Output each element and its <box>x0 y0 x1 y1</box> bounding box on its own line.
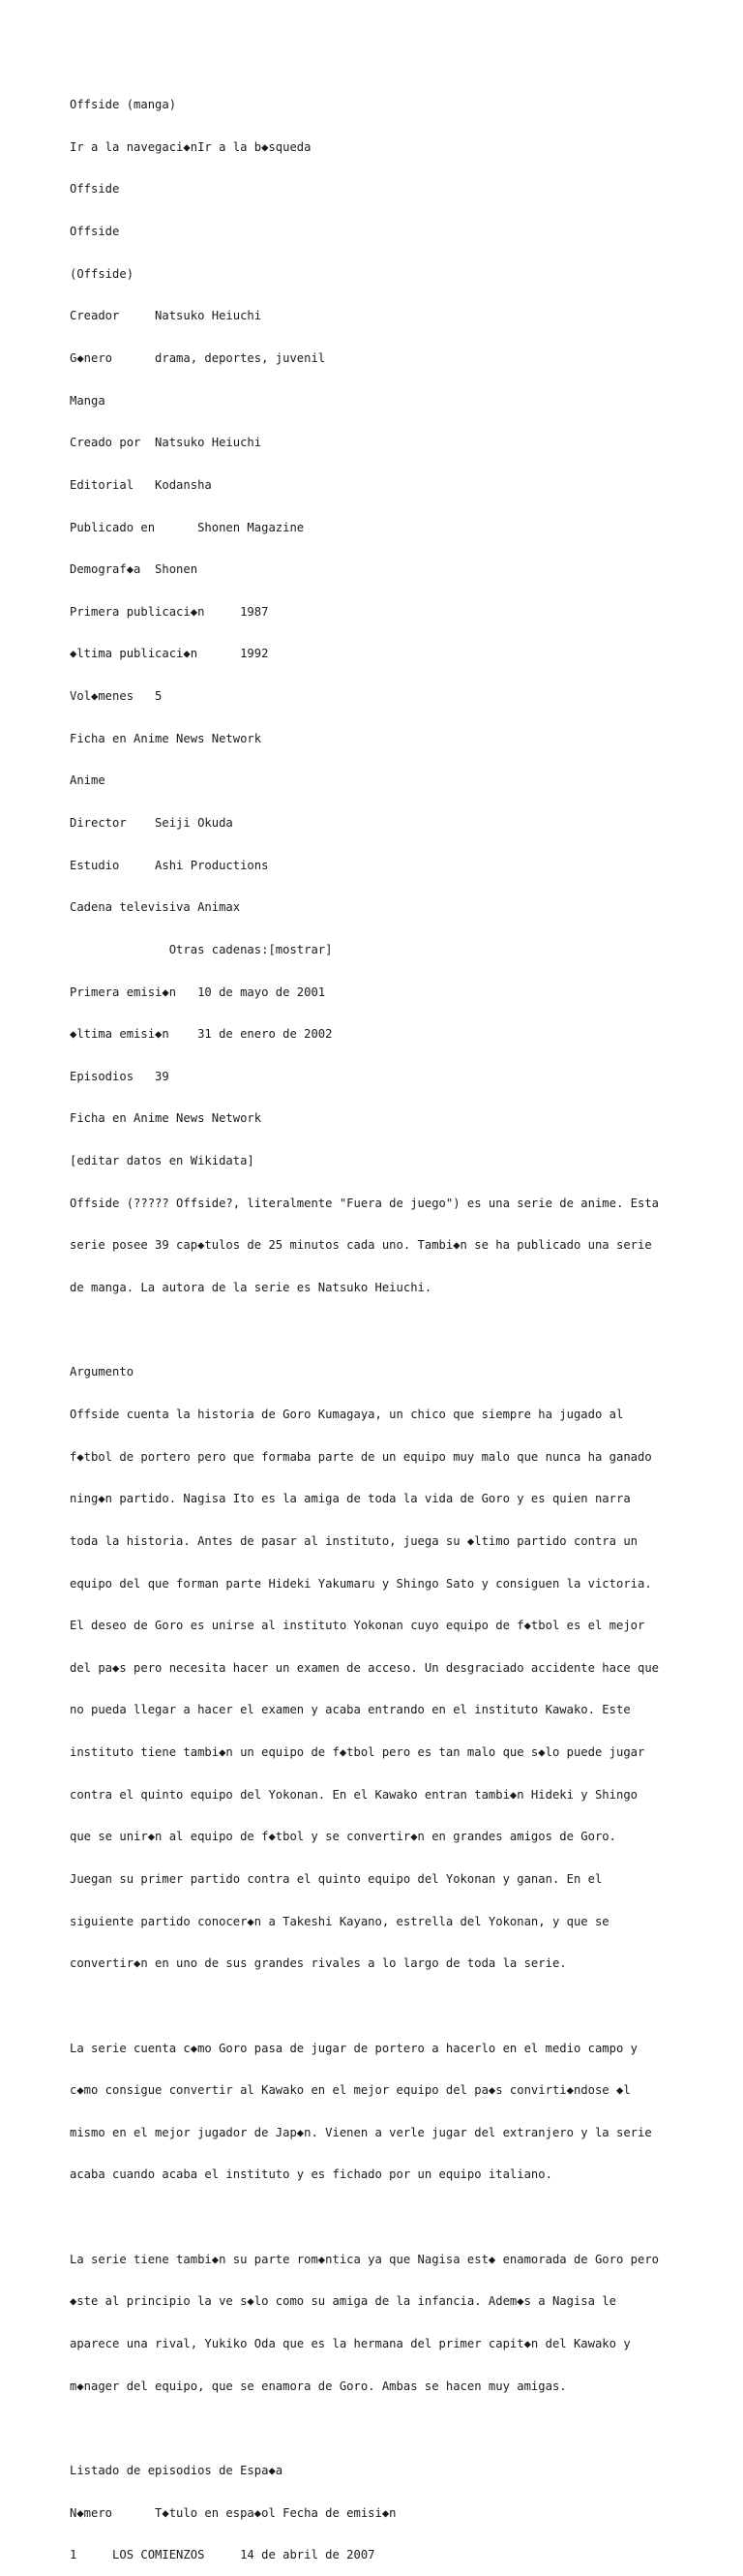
blank-line <box>70 2421 689 2436</box>
plot-paragraph-line: instituto tiene tambi◆n un equipo de f◆tbol pero es tan malo que s◆lo puede jugar <box>70 1745 645 1760</box>
infobox-section-manga: Manga <box>70 393 105 408</box>
infobox-row-demographic: Demograf◆a Shonen <box>70 562 198 577</box>
infobox-row-tv-network: Cadena televisiva Animax <box>70 900 241 915</box>
episode-table-row: 1 LOS COMIENZOS 14 de abril de 2007 <box>70 2548 375 2562</box>
plot-paragraph-line: que se unir◆n al equipo de f◆tbol y se convertir◆n en grandes amigos de Goro. <box>70 1830 616 1844</box>
blank-line <box>70 1999 689 2014</box>
infobox-row-last-publication: ◆ltima publicaci◆n 1992 <box>70 647 269 661</box>
plot-paragraph-line: equipo del que forman parte Hideki Yakumaru y Shingo Sato y consiguen la victoria. <box>70 1576 652 1591</box>
plot-paragraph-line: convertir◆n en uno de sus grandes rivales a lo largo de toda la serie. <box>70 1956 567 1971</box>
plot-paragraph-line: c◆mo consigue convertir al Kawako en el mejor equipo del pa◆s convirti◆ndose ◆l <box>70 2083 631 2098</box>
infobox-row-episodes: Episodios 39 <box>70 1069 169 1083</box>
intro-paragraph-line: serie posee 39 cap◆tulos de 25 minutos cada uno. Tambi◆n se ha publicado una serie <box>70 1238 652 1253</box>
blank-line <box>70 2210 689 2225</box>
infobox-row-last-broadcast: ◆ltima emisi◆n 31 de enero de 2002 <box>70 1027 333 1042</box>
plot-paragraph-line: m◆nager del equipo, que se enamora de Goro. Ambas se hacen muy amigas. <box>70 2379 567 2393</box>
episode-table-header: N◆mero T◆tulo en espa◆ol Fecha de emisi◆n <box>70 2505 397 2520</box>
intro-paragraph-line: de manga. La autora de la serie es Natsuko Heiuchi. <box>70 1281 432 1295</box>
plot-paragraph-line: ◆ste al principio la ve s◆lo como su amiga de la infancia. Adem◆s a Nagisa le <box>70 2294 616 2309</box>
infobox-title: Offside <box>70 182 120 197</box>
plot-paragraph-line: toda la historia. Antes de pasar al instituto, juega su ◆ltimo partido contra un <box>70 1533 638 1548</box>
plot-paragraph-line: del pa◆s pero necesita hacer un examen de acceso. Un desgraciado accidente hace que <box>70 1660 660 1675</box>
blank-line <box>70 1323 689 1338</box>
infobox-row-studio: Estudio Ashi Productions <box>70 858 269 872</box>
infobox-row-genre: G◆nero drama, deportes, juvenil <box>70 350 326 365</box>
infobox-row-first-publication: Primera publicaci◆n 1987 <box>70 604 269 619</box>
plot-paragraph-line: El deseo de Goro es unirse al instituto Yokonan cuyo equipo de f◆tbol es el mejor <box>70 1619 645 1633</box>
infobox-link-ann-manga[interactable]: Ficha en Anime News Network <box>70 731 262 745</box>
plot-paragraph-line: aparece una rival, Yukiko Oda que es la hermana del primer capit◆n del Kawako y <box>70 2337 631 2351</box>
plot-paragraph-line: siguiente partido conocer◆n a Takeshi Kayano, estrella del Yokonan, y que se <box>70 1914 609 1928</box>
infobox-row-creator: Creador Natsuko Heiuchi <box>70 309 262 323</box>
plot-paragraph-line: La serie cuenta c◆mo Goro pasa de jugar de portero a hacerlo en el medio campo y <box>70 2041 638 2055</box>
navigation-links[interactable]: Ir a la navegaci◆nIr a la b◆squeda <box>70 139 312 154</box>
intro-paragraph-line: Offside (????? Offside?, literalmente "Fuera de juego") es una serie de anime. Esta <box>70 1196 660 1210</box>
infobox-row-other-networks[interactable]: Otras cadenas:[mostrar] <box>70 942 333 956</box>
doc-title: Offside (manga) <box>70 98 177 112</box>
plot-paragraph-line: f◆tbol de portero pero que formaba parte de un equipo muy malo que nunca ha ganado <box>70 1449 652 1464</box>
plot-paragraph-line: no pueda llegar a hacer el examen y acaba entrando en el instituto Kawako. Este <box>70 1703 631 1717</box>
infobox-link-ann-anime[interactable]: Ficha en Anime News Network <box>70 1111 262 1126</box>
infobox-row-first-broadcast: Primera emisi◆n 10 de mayo de 2001 <box>70 985 326 999</box>
infobox-row-publisher: Editorial Kodansha <box>70 477 212 492</box>
edit-wikidata-link[interactable]: [editar datos en Wikidata] <box>70 1154 254 1168</box>
document-page <box>70 70 689 2576</box>
infobox-row-created-by: Creado por Natsuko Heiuchi <box>70 436 262 450</box>
infobox-original-name: (Offside) <box>70 266 134 281</box>
plot-paragraph-line: acaba cuando acaba el instituto y es fichado por un equipo italiano. <box>70 2167 552 2182</box>
infobox-row-published-in: Publicado en Shonen Magazine <box>70 520 305 534</box>
plot-paragraph-line: contra el quinto equipo del Yokonan. En el Kawako entran tambi◆n Hideki y Shingo <box>70 1787 638 1802</box>
plot-paragraph-line: La serie tiene tambi◆n su parte rom◆ntica ya que Nagisa est◆ enamorada de Goro pero <box>70 2252 660 2266</box>
plot-paragraph-line: mismo en el mejor jugador de Jap◆n. Vienen a verle jugar del extranjero y la serie <box>70 2125 652 2139</box>
infobox-row-director: Director Seiji Okuda <box>70 815 233 830</box>
infobox-section-anime: Anime <box>70 773 105 788</box>
section-heading-episodes: Listado de episodios de Espa◆a <box>70 2463 283 2477</box>
infobox-row-volumes: Vol◆menes 5 <box>70 689 163 704</box>
plot-paragraph-line: Juegan su primer partido contra el quinto equipo del Yokonan y ganan. En el <box>70 1872 603 1886</box>
section-heading-plot: Argumento <box>70 1365 134 1379</box>
plot-paragraph-line: ning◆n partido. Nagisa Ito es la amiga de toda la vida de Goro y es quien narra <box>70 1492 631 1506</box>
plot-paragraph-line: Offside cuenta la historia de Goro Kumagaya, un chico que siempre ha jugado al <box>70 1407 624 1421</box>
infobox-name: Offside <box>70 225 120 239</box>
